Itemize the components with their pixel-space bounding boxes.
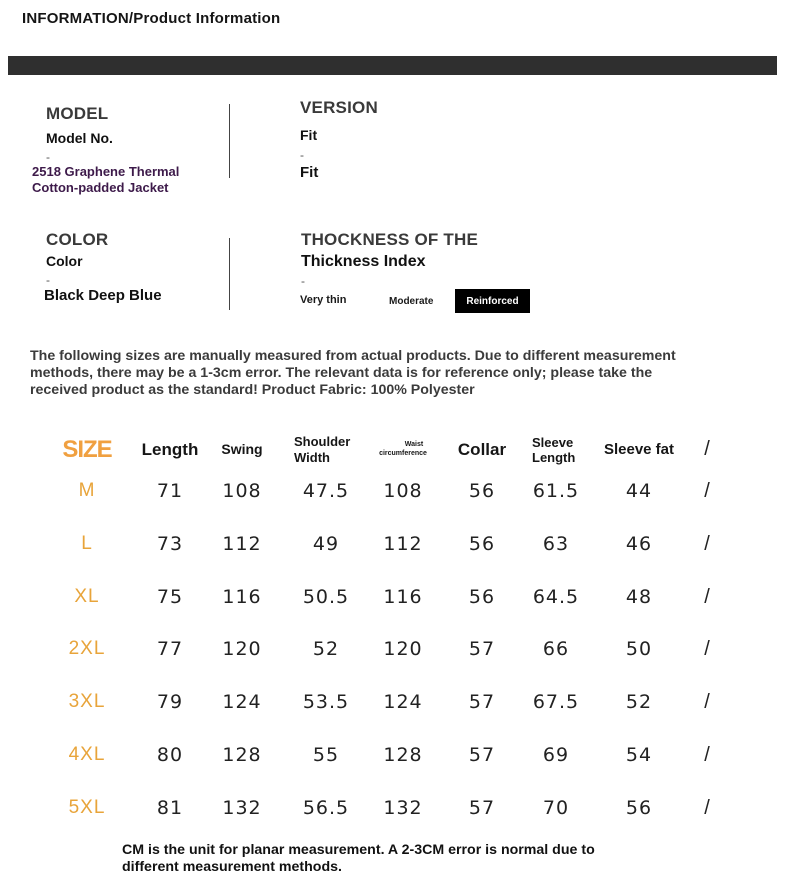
model-subheading: Model No. [46,130,113,146]
cell-waist: 132 [383,796,423,819]
model-dash: - [46,150,50,164]
measurement-note-line1: The following sizes are manually measured from actual products. Due to different measurement [30,348,676,364]
thickness-option-moderate: Moderate [389,296,434,307]
header-sleeve-line2: Length [532,450,576,465]
model-heading: MODEL [46,104,109,123]
cell-extra: / [704,744,710,766]
version-dash: - [300,148,304,162]
cell-sleeve-length: 70 [542,796,570,819]
measurement-note-line3: received product as the standard! Product Fabric: 100% Polyester [30,382,475,398]
cell-length: 71 [156,480,184,502]
cell-waist: 120 [383,638,423,661]
cell-collar: 57 [468,796,496,819]
header-shoulder-line2: Width [294,450,330,465]
cell-swing: 116 [222,585,262,608]
cell-sleeve-fat: 50 [625,638,653,661]
color-heading: COLOR [46,230,109,249]
page-title: INFORMATION/Product Information [22,10,281,27]
cell-length: 75 [156,585,184,608]
header-waist-line1: Waist [404,441,424,448]
cell-collar: 56 [468,585,496,608]
model-divider [229,104,230,178]
cell-size: 2XL [68,638,106,660]
cell-shoulder-width: 56.5 [302,796,350,819]
color-subheading: Color [46,253,83,269]
header-shoulder-line1: Shoulder [294,434,351,449]
cell-swing: 108 [222,480,262,502]
cell-sleeve-fat: 56 [625,796,653,819]
cell-swing: 132 [222,796,262,819]
cell-extra: / [704,532,710,555]
header-shoulder-width [284,434,368,466]
header-sleeve-line1: Sleeve [532,435,574,450]
cell-waist: 128 [383,744,423,766]
cell-sleeve-fat: 44 [625,480,653,502]
cell-sleeve-length: 61.5 [532,480,580,502]
cell-size: L [81,532,93,554]
cell-collar: 57 [468,638,496,661]
cell-swing: 120 [222,638,262,661]
thickness-subheading: Thickness Index [301,253,426,270]
cell-waist: 124 [383,691,423,714]
cell-waist: 116 [383,585,423,608]
color-dash: - [46,273,50,287]
header-waist-line2: circumference [379,450,427,457]
footer-note-line2: different measurement methods. [122,859,342,875]
header-swing: Swing [221,441,263,457]
header-collar: Collar [457,440,507,459]
cell-waist: 112 [383,532,423,555]
color-divider [229,238,230,310]
cell-shoulder-width: 47.5 [302,480,350,502]
cell-size: 4XL [68,744,106,765]
cell-waist: 108 [383,480,423,502]
version-value: Fit [300,164,319,181]
cell-extra: / [704,585,710,608]
color-section [46,230,236,304]
thickness-dash: - [301,274,305,288]
cell-length: 80 [156,744,184,766]
cell-collar: 57 [468,744,496,766]
header-size: SIZE [62,436,112,463]
cell-swing: 112 [222,532,262,555]
cell-sleeve-fat: 46 [625,532,653,555]
cell-swing: 124 [222,691,262,714]
model-value-line1: 2518 Graphene Thermal [32,164,180,179]
cell-length: 73 [156,532,184,555]
header-sleeve-length [522,435,590,465]
measurement-note [30,348,770,399]
cell-extra: / [704,691,710,714]
cell-extra: / [704,796,710,819]
cell-collar: 57 [468,691,496,714]
cell-shoulder-width: 55 [312,744,340,766]
thickness-option-very-thin: Very thin [300,294,347,306]
version-section [300,98,500,181]
cell-extra: / [704,480,710,502]
model-section [32,104,236,196]
thickness-section [301,230,601,288]
header-sleeve-fat: Sleeve fat [603,441,675,458]
cell-shoulder-width: 53.5 [302,691,350,714]
cell-sleeve-fat: 52 [625,691,653,714]
footer-note-line1: CM is the unit for planar measurement. A 2-3CM error is normal due to [122,842,595,858]
cell-collar: 56 [468,480,496,502]
cell-length: 81 [156,796,184,819]
measurement-note-line2: methods, there may be a 1-3cm error. The relevant data is for reference only; please take the [30,365,653,381]
cell-sleeve-length: 66 [542,638,570,661]
color-value: Black Deep Blue [44,287,162,304]
header-extra: / [704,438,710,460]
cell-size: 3XL [68,691,106,713]
thickness-option-reinforced-selected: Reinforced [455,289,530,313]
cell-sleeve-length: 63 [542,532,570,555]
cell-shoulder-width: 52 [312,638,340,661]
cell-collar: 56 [468,532,496,555]
cell-extra: / [704,638,710,661]
model-value-line2: Cotton-padded Jacket [32,180,169,195]
cell-sleeve-length: 67.5 [532,691,580,714]
cell-sleeve-fat: 54 [625,744,653,766]
header-divider-bar [8,56,777,75]
thickness-heading: THOCKNESS OF THE [301,230,478,249]
cell-sleeve-fat: 48 [625,585,653,608]
cell-size: 5XL [68,796,106,818]
cell-size: XL [74,585,100,607]
version-subheading: Fit [300,127,318,143]
header-length: Length [141,440,199,459]
cell-shoulder-width: 49 [312,532,340,555]
version-heading: VERSION [300,98,378,117]
header-waist [368,440,438,458]
cell-size: M [78,480,96,501]
cell-shoulder-width: 50.5 [302,585,350,608]
cell-length: 77 [156,638,184,661]
cell-sleeve-length: 64.5 [532,585,580,608]
footer-note [122,842,682,876]
cell-sleeve-length: 69 [542,744,570,766]
cell-swing: 128 [222,744,262,766]
cell-length: 79 [156,691,184,714]
